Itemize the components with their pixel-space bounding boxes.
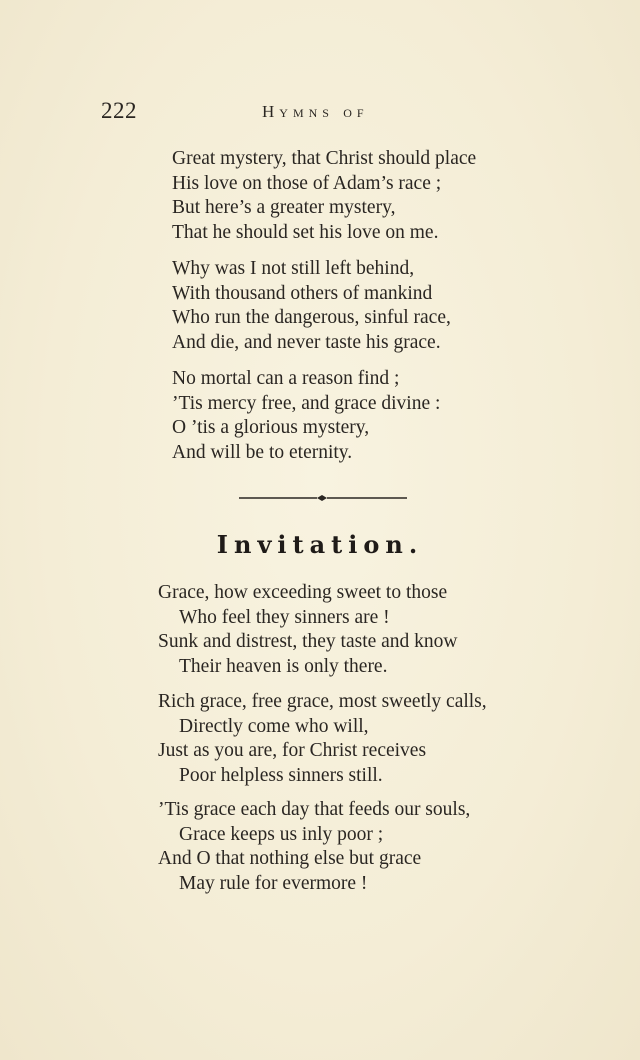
hymn1-stanza-3 bbox=[172, 367, 440, 466]
verse-line: With thousand others of mankind bbox=[172, 282, 433, 304]
verse-line: But here’s a greater mystery, bbox=[172, 197, 396, 219]
verse-line: Who feel they sinners are ! bbox=[179, 606, 390, 628]
verse-line: And will be to eternity. bbox=[172, 442, 353, 464]
verse-line: His love on those of Adam’s race ; bbox=[172, 172, 442, 194]
page-number: 222 bbox=[101, 98, 137, 123]
verse-line: That he should set his love on me. bbox=[172, 222, 439, 244]
verse-line: Grace keeps us inly poor ; bbox=[179, 823, 384, 845]
verse-line: Rich grace, free grace, most sweetly calls, bbox=[158, 691, 487, 712]
verse-line: And die, and never taste his grace. bbox=[172, 332, 441, 354]
page-header bbox=[0, 98, 640, 128]
verse-line: Who run the dangerous, sinful race, bbox=[172, 307, 451, 329]
verse-line: No mortal can a reason find ; bbox=[172, 368, 400, 389]
hymn2-stanza-1 bbox=[158, 581, 458, 680]
verse-line: Why was I not still left behind, bbox=[172, 258, 415, 279]
hymn2-stanza-2 bbox=[158, 690, 487, 789]
verse-line: Directly come who will, bbox=[179, 715, 369, 737]
verse-line: Their heaven is only there. bbox=[179, 656, 388, 678]
verse-line: Sunk and distrest, they taste and know bbox=[158, 631, 458, 653]
verse-line: May rule for evermore ! bbox=[179, 873, 368, 895]
hymn1-stanza-1 bbox=[172, 147, 476, 246]
section-divider bbox=[239, 493, 407, 503]
running-head: Hymns of bbox=[262, 102, 369, 121]
verse-line: O ’tis a glorious mystery, bbox=[172, 417, 370, 439]
verse-line: Just as you are, for Christ receives bbox=[158, 740, 427, 762]
verse-line: And O that nothing else but grace bbox=[158, 848, 422, 870]
verse-line: Grace, how exceeding sweet to those bbox=[158, 582, 448, 603]
hymn-title: Invitation. bbox=[216, 530, 424, 559]
verse-line: Poor helpless sinners still. bbox=[179, 765, 383, 787]
verse-line: Great mystery, that Christ should place bbox=[172, 148, 477, 169]
hymn1-stanza-2 bbox=[172, 257, 451, 356]
verse-line: ’Tis grace each day that feeds our souls, bbox=[158, 799, 471, 820]
verse-line: ’Tis mercy free, and grace divine : bbox=[172, 392, 441, 414]
hymn2-stanza-3 bbox=[158, 798, 470, 897]
